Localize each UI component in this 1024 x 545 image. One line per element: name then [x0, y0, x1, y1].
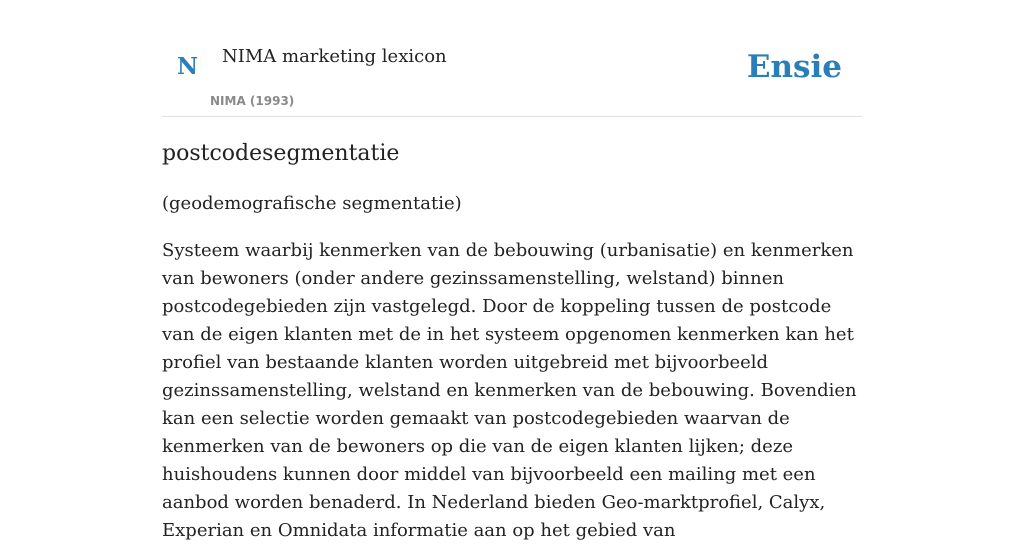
- entry-synonym: (geodemografische segmentatie): [162, 193, 462, 214]
- entry-term: postcodesegmentatie: [162, 141, 400, 166]
- brand-logo-link[interactable]: Ensie: [746, 49, 842, 85]
- entry-content: [162, 138, 862, 545]
- source-header: [162, 0, 862, 117]
- entry-definition: Systeem waarbij kenmerken van de bebouwing (urbanisatie) en kenmerken van bewoners (onder andere gezinssamenstelling, welstand) binnen postcodegebieden zijn vastgelegd. Door de koppeling tussen de postcode van de eigen klanten met de in het systeem opgenomen kenmerken kan het profiel van bestaande klanten worden uitgebreid met bijvoorbeeld gezinssamenstelling, welstand en kenmerken van de bebouwing. Bovendien kan een selectie worden gemaakt van postcodegebieden waarvan de kenmerken van de bewoners op die van de eigen klanten lijken; deze huishoudens kunnen door middel van bijvoorbeeld een mailing met een aanbod worden benaderd. In Nederland bieden Geo-marktprofiel, Calyx, Experian en Omnidata informatie aan op het gebied van: [162, 240, 857, 541]
- source-meta: NIMA (1993): [210, 94, 295, 108]
- source-title-link[interactable]: NIMA marketing lexicon: [222, 46, 447, 67]
- source-logo[interactable]: N: [177, 53, 199, 80]
